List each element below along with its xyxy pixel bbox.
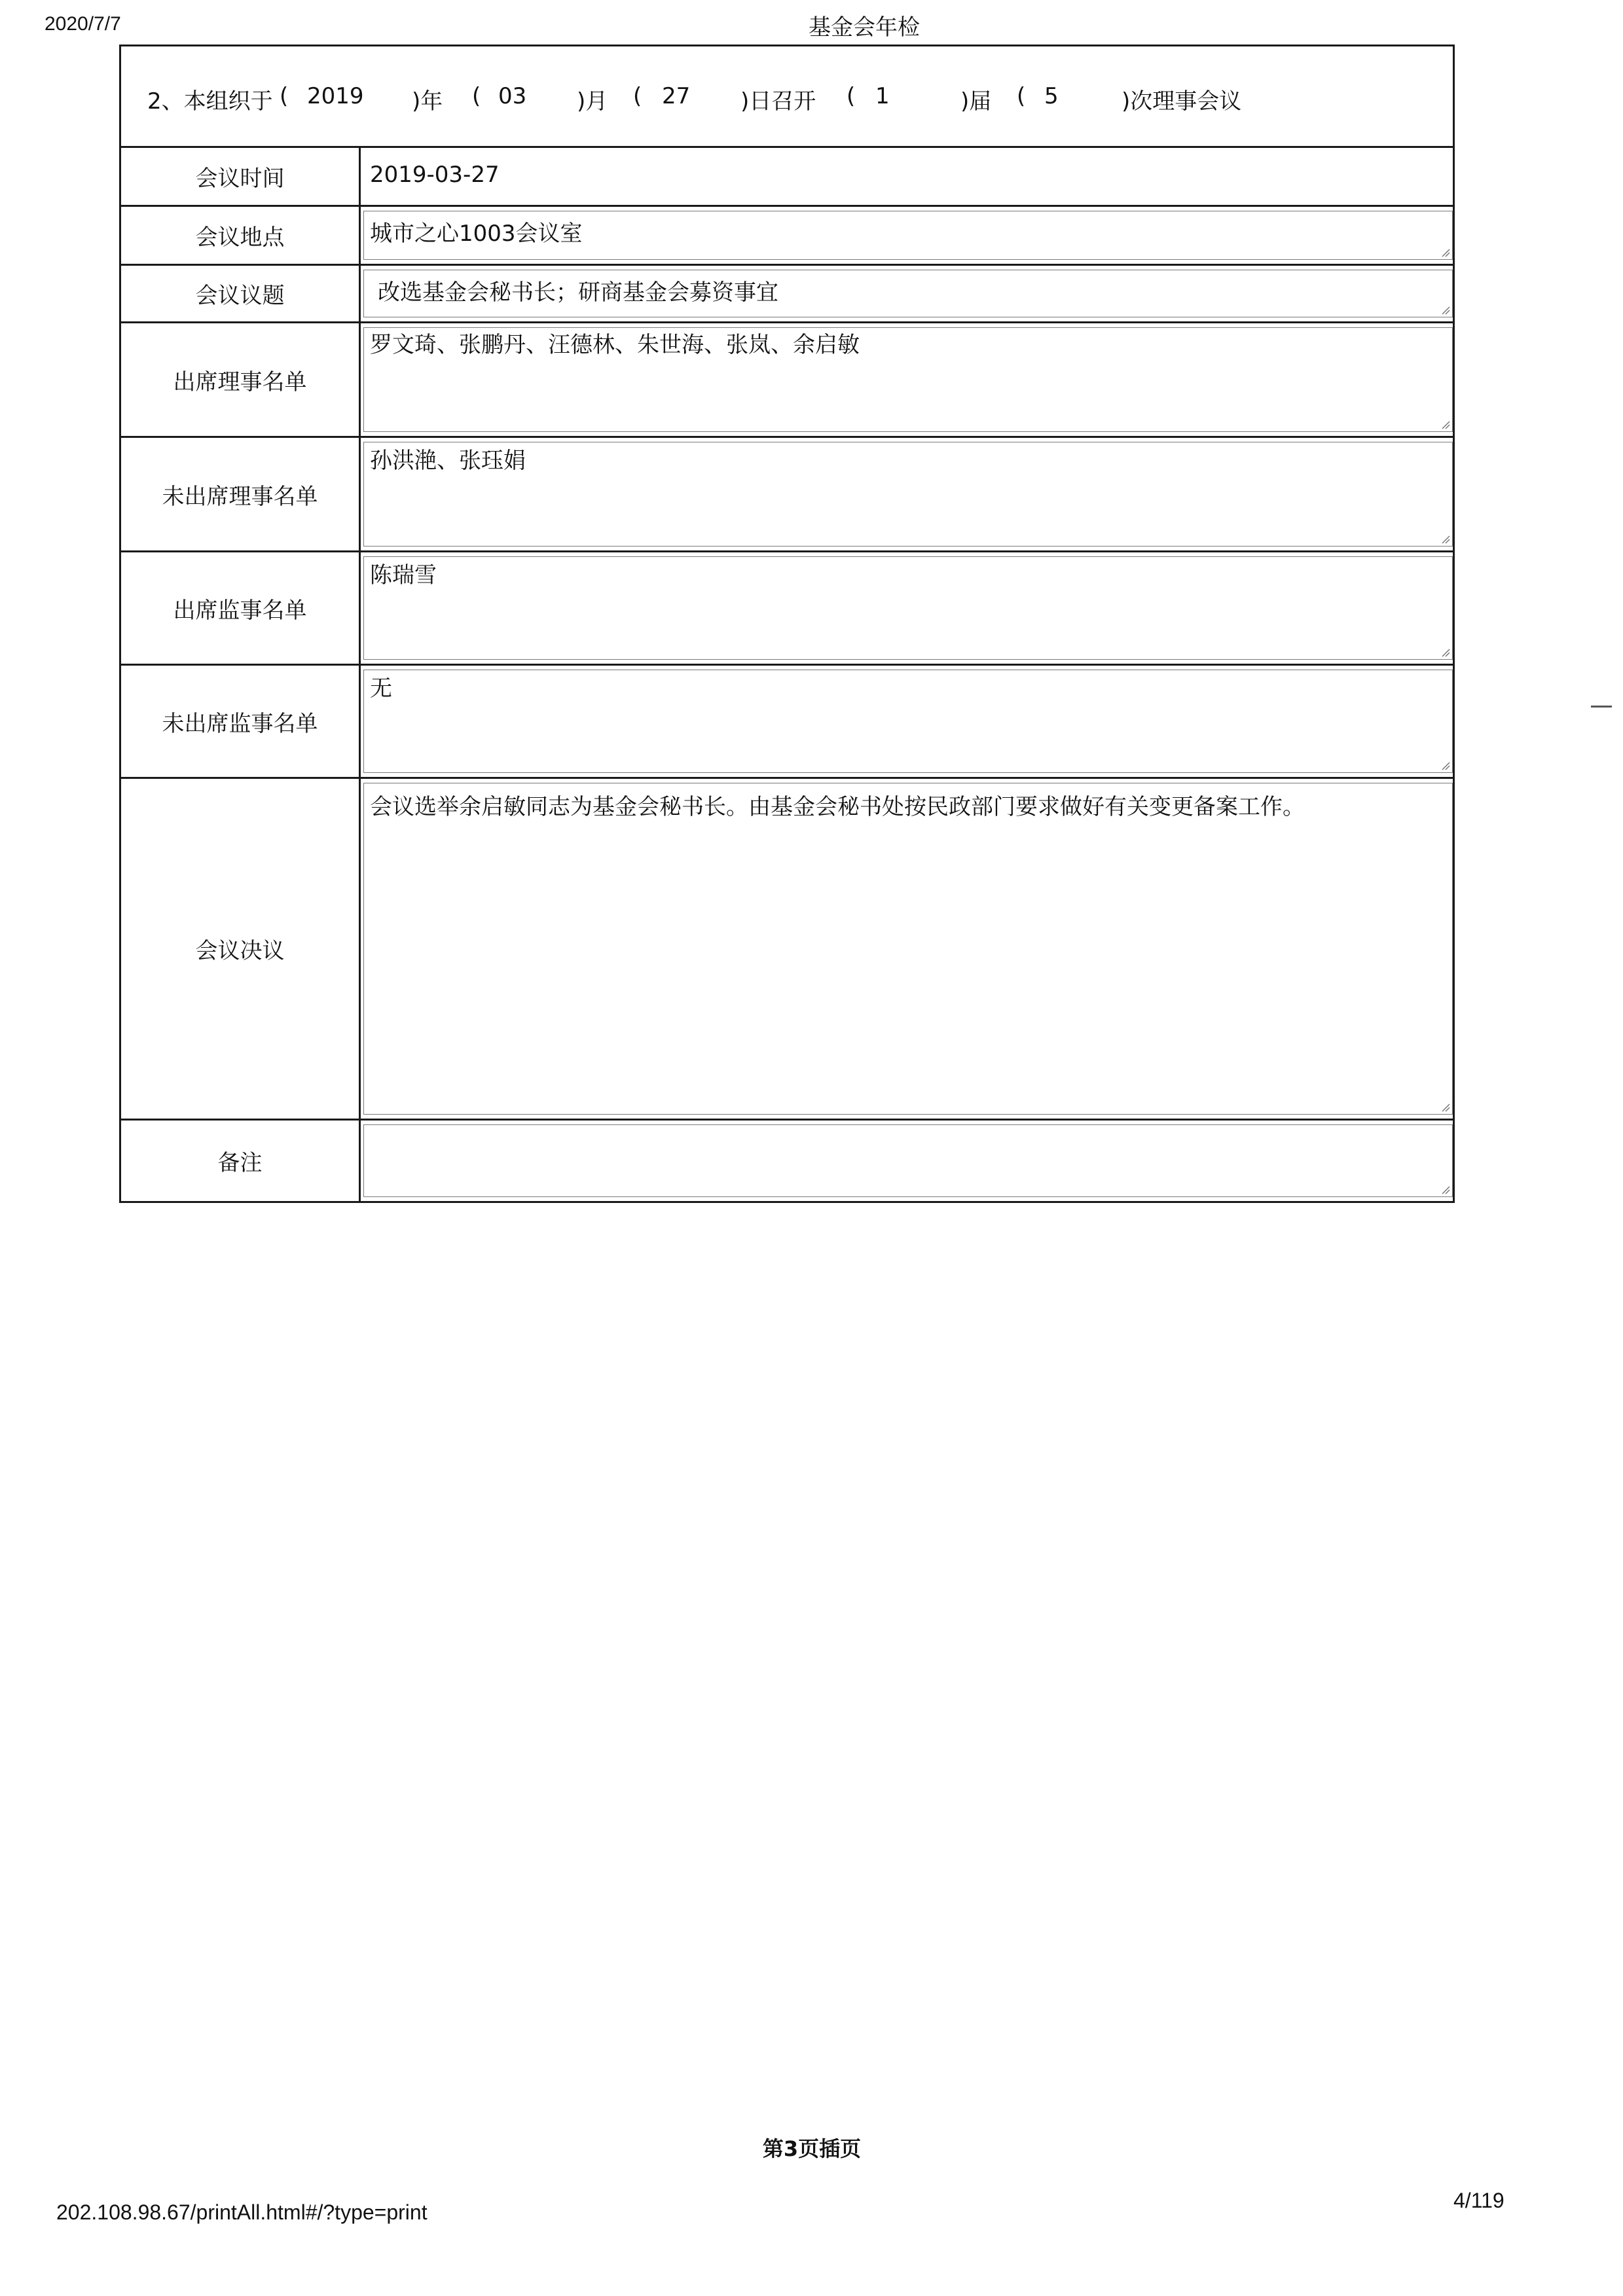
- resize-grip-icon[interactable]: [1440, 760, 1450, 770]
- header-paren-open: (: [847, 83, 856, 109]
- remarks-label: 备注: [121, 1121, 361, 1201]
- row-absent-supervisors: [121, 666, 1453, 779]
- field-border: [363, 1124, 1453, 1197]
- field-border: [363, 783, 1453, 1115]
- header-paren-open: (: [633, 83, 642, 109]
- absent-supervisors-field[interactable]: [363, 666, 1453, 777]
- meeting-topic-field[interactable]: [363, 266, 1453, 321]
- meeting-form: [119, 45, 1455, 1203]
- row-meeting-resolution: [121, 779, 1453, 1121]
- meeting-location-value: 城市之心1003会议室: [370, 221, 583, 247]
- meeting-header-row: [121, 46, 1453, 148]
- attending-supervisors-field[interactable]: [363, 552, 1453, 664]
- attending-supervisors-label: 出席监事名单: [121, 552, 361, 664]
- meeting-topic-label: 会议议题: [121, 266, 361, 321]
- header-prefix: 2、本组织于: [147, 88, 273, 115]
- print-url: 202.108.98.67/printAll.html#/?type=print: [56, 2200, 428, 2224]
- print-date: 2020/7/7: [45, 13, 121, 35]
- resize-grip-icon[interactable]: [1440, 304, 1450, 315]
- resize-grip-icon[interactable]: [1440, 1102, 1450, 1112]
- attending-directors-value: 罗文琦、张鹏丹、汪德林、朱世海、张岚、余启敏: [370, 332, 860, 358]
- absent-directors-label: 未出席理事名单: [121, 438, 361, 550]
- resize-grip-icon[interactable]: [1440, 647, 1450, 657]
- absent-supervisors-label: 未出席监事名单: [121, 666, 361, 777]
- row-attending-directors: [121, 323, 1453, 438]
- resize-grip-icon[interactable]: [1440, 419, 1450, 429]
- meeting-resolution-label: 会议决议: [121, 779, 361, 1119]
- row-meeting-time: [121, 148, 1453, 207]
- header-paren-open: (: [1017, 83, 1026, 109]
- meeting-location-label: 会议地点: [121, 207, 361, 264]
- row-absent-directors: [121, 438, 1453, 552]
- attending-directors-field[interactable]: [363, 323, 1453, 436]
- absent-directors-value: 孙洪滟、张珏娟: [370, 448, 526, 474]
- meeting-time-value: 2019-03-27: [370, 162, 500, 188]
- meeting-time-label: 会议时间: [121, 148, 361, 205]
- header-paren-open: (: [472, 83, 481, 109]
- absent-supervisors-value: 无: [370, 675, 392, 702]
- row-meeting-topic: [121, 266, 1453, 323]
- session-value: 1: [875, 83, 890, 109]
- row-remarks: [121, 1121, 1453, 1201]
- header-month-close: )月: [577, 88, 608, 115]
- page-counter: 4/119: [1453, 2189, 1504, 2212]
- absent-directors-field[interactable]: [363, 438, 1453, 550]
- row-meeting-location: [121, 207, 1453, 266]
- meeting-topic-value: 改选基金会秘书长；研商基金会募资事宜: [378, 279, 778, 306]
- remarks-field[interactable]: [363, 1121, 1453, 1201]
- header-day-close: )日召开: [740, 88, 816, 115]
- day-value: 27: [662, 83, 691, 109]
- meeting-resolution-field[interactable]: [363, 779, 1453, 1119]
- month-value: 03: [498, 83, 527, 109]
- resize-grip-icon[interactable]: [1440, 247, 1450, 257]
- field-border: [363, 670, 1453, 773]
- header-session-close: )届: [960, 88, 992, 115]
- field-border: [363, 556, 1453, 660]
- field-border: [363, 442, 1453, 547]
- meeting-number-value: 5: [1044, 83, 1059, 109]
- resize-grip-icon[interactable]: [1440, 533, 1450, 544]
- meeting-location-field[interactable]: [363, 207, 1453, 264]
- year-value: 2019: [307, 83, 364, 109]
- attending-supervisors-value: 陈瑞雪: [370, 562, 437, 588]
- print-title: 基金会年检: [809, 14, 920, 41]
- header-year-close: )年: [412, 88, 443, 115]
- header-meeting-close: )次理事会议: [1122, 88, 1242, 115]
- header-paren-open: (: [280, 83, 289, 109]
- meeting-resolution-value: 会议选举余启敏同志为基金会秘书长。由基金会秘书处按民政部门要求做好有关变更备案工作。: [370, 794, 1305, 820]
- meeting-time-field[interactable]: [363, 148, 1453, 205]
- page-insert-note: 第3页插页: [762, 2136, 862, 2161]
- margin-tick-mark: [1591, 706, 1612, 708]
- attending-directors-label: 出席理事名单: [121, 323, 361, 436]
- resize-grip-icon[interactable]: [1440, 1184, 1450, 1194]
- row-attending-supervisors: [121, 552, 1453, 666]
